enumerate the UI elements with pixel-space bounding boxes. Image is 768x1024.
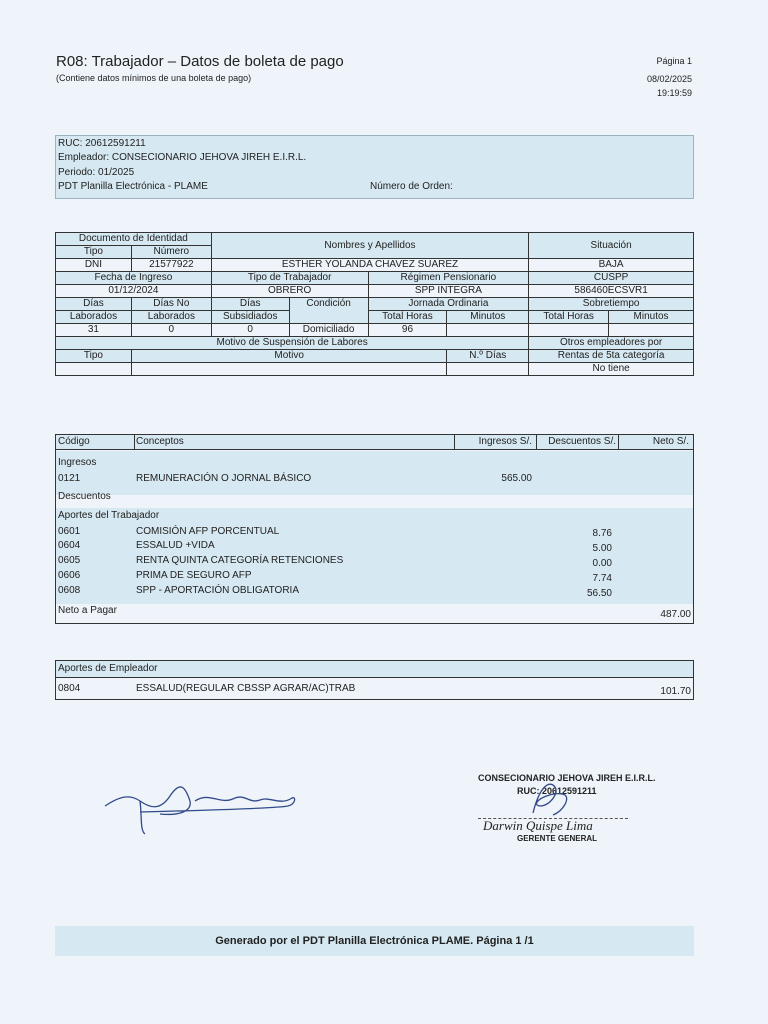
cuspp-value: 586460ECSVR1 bbox=[529, 285, 694, 298]
sobre-total-horas-value bbox=[529, 324, 609, 337]
names-label: Nombres y Apellidos bbox=[211, 233, 528, 259]
doc-numero-label: Número bbox=[131, 246, 211, 259]
doc-tipo-label: Tipo bbox=[56, 246, 132, 259]
susp-tipo-value bbox=[56, 363, 132, 376]
page-number: Página 1 bbox=[656, 56, 692, 66]
ingreso-concept: REMUNERACIÓN O JORNAL BÁSICO bbox=[136, 473, 312, 484]
doc-number: 21577922 bbox=[131, 259, 211, 272]
dias-nolab-value: 0 bbox=[131, 324, 211, 337]
susp-tipo-label: Tipo bbox=[56, 350, 132, 363]
employer-contrib-concept: ESSALUD(REGULAR CBSSP AGRAR/AC)TRAB bbox=[136, 683, 356, 694]
employer-contrib-label: Aportes de Empleador bbox=[58, 663, 158, 674]
aporte-concept: ESSALUD +VIDA bbox=[136, 540, 215, 551]
neto-pagar-value: 487.00 bbox=[660, 609, 691, 620]
pdt-line: PDT Planilla Electrónica - PLAME bbox=[58, 181, 208, 192]
ruc-line: RUC: 20612591211 bbox=[58, 138, 146, 149]
aporte-concept: SPP - APORTACIÓN OBLIGATORIA bbox=[136, 585, 300, 596]
ingresos-header: Ingresos S/. bbox=[456, 435, 537, 449]
dias-sub-label-1: Días bbox=[211, 298, 289, 311]
susp-motivo-value bbox=[131, 363, 447, 376]
aporte-code: 0606 bbox=[58, 570, 81, 581]
jornada-total-horas-value: 96 bbox=[368, 324, 447, 337]
aportes-section-label: Aportes del Trabajador bbox=[58, 510, 160, 521]
jornada-minutos-label: Minutos bbox=[447, 311, 529, 324]
report-date: 08/02/2025 bbox=[646, 74, 692, 84]
tipo-trabajador-label: Tipo de Trabajador bbox=[211, 272, 368, 285]
dias-sub-label-2: Subsidiados bbox=[211, 311, 289, 324]
dias-lab-label-1: Días bbox=[56, 298, 132, 311]
aporte-concept: RENTA QUINTA CATEGORÍA RETENCIONES bbox=[136, 555, 344, 566]
aporte-code: 0604 bbox=[58, 540, 81, 551]
otros-value: No tiene bbox=[529, 363, 694, 376]
condicion-label: Condición bbox=[289, 298, 368, 324]
cuspp-label: CUSPP bbox=[529, 272, 694, 285]
company-stamp-name: CONSECIONARIO JEHOVA JIREH E.I.R.L. bbox=[478, 773, 656, 783]
employer-contrib-amount: 101.70 bbox=[660, 686, 691, 697]
company-stamp-ruc: RUC: 20612591211 bbox=[517, 786, 597, 796]
jornada-minutos-value bbox=[447, 324, 529, 337]
tipo-trabajador-value: OBRERO bbox=[211, 285, 368, 298]
worker-signature bbox=[100, 776, 300, 836]
employer-info-box bbox=[55, 135, 694, 199]
aporte-code: 0608 bbox=[58, 585, 81, 596]
ingresos-section-label: Ingresos bbox=[58, 457, 97, 468]
page-title: R08: Trabajador – Datos de boleta de pago bbox=[56, 53, 344, 70]
employer-contrib-code: 0804 bbox=[58, 683, 81, 694]
condicion-value: Domiciliado bbox=[289, 324, 368, 337]
order-number-label: Número de Orden: bbox=[370, 181, 453, 192]
ingreso-code: 0121 bbox=[58, 473, 81, 484]
manager-role: GERENTE GENERAL bbox=[517, 834, 598, 843]
jornada-label: Jornada Ordinaria bbox=[368, 298, 529, 311]
descuentos-header: Descuentos S/. bbox=[536, 435, 619, 449]
aporte-amount: 5.00 bbox=[592, 543, 612, 554]
manager-name: Darwin Quispe Lima bbox=[483, 818, 593, 833]
situacion-label: Situación bbox=[529, 233, 694, 259]
situacion-value: BAJA bbox=[529, 259, 694, 272]
regimen-label: Régimen Pensionario bbox=[368, 272, 529, 285]
regimen-value: SPP INTEGRA bbox=[368, 285, 529, 298]
codigo-header: Código bbox=[58, 435, 135, 449]
fecha-ingreso-value: 01/12/2024 bbox=[56, 285, 212, 298]
employer-line: Empleador: CONSECIONARIO JEHOVA JIREH E.I.R.L. bbox=[58, 152, 307, 163]
sobre-minutos-label: Minutos bbox=[609, 311, 694, 324]
period-line: Periodo: 01/2025 bbox=[58, 167, 135, 178]
motivo-susp-label: Motivo de Suspensión de Labores bbox=[56, 337, 529, 350]
dias-nolab-label-1: Días No bbox=[131, 298, 211, 311]
sobre-total-horas-label: Total Horas bbox=[529, 311, 609, 324]
neto-pagar-label: Neto a Pagar bbox=[58, 605, 117, 616]
susp-n-dias-label: N.º Días bbox=[447, 350, 529, 363]
dias-sub-value: 0 bbox=[211, 324, 289, 337]
neto-header: Neto S/. bbox=[652, 436, 689, 447]
descuentos-section-label: Descuentos bbox=[58, 491, 111, 502]
otros-label-2: Rentas de 5ta categoría bbox=[529, 350, 694, 363]
jornada-total-horas-label: Total Horas bbox=[368, 311, 447, 324]
conceptos-header: Conceptos bbox=[136, 435, 455, 449]
susp-motivo-label: Motivo bbox=[131, 350, 447, 363]
aporte-concept: PRIMA DE SEGURO AFP bbox=[136, 570, 252, 581]
aporte-code: 0601 bbox=[58, 526, 81, 537]
manager-signature bbox=[525, 775, 575, 820]
worker-data-table bbox=[55, 232, 694, 376]
dias-lab-label-2: Laborados bbox=[56, 311, 132, 324]
sobre-minutos-value bbox=[609, 324, 694, 337]
dias-lab-value: 31 bbox=[56, 324, 132, 337]
ingreso-amount: 565.00 bbox=[501, 473, 532, 484]
employer-contrib-box bbox=[55, 660, 694, 700]
otros-label-1: Otros empleadores por bbox=[529, 337, 694, 350]
page-subtitle: (Contiene datos mínimos de una boleta de pago) bbox=[56, 73, 252, 83]
aporte-concept: COMISIÓN AFP PORCENTUAL bbox=[136, 526, 280, 537]
worker-name: ESTHER YOLANDA CHAVEZ SUAREZ bbox=[211, 259, 528, 272]
report-time: 19:19:59 bbox=[656, 88, 692, 98]
aporte-amount: 56.50 bbox=[586, 588, 612, 599]
dias-nolab-label-2: Laborados bbox=[131, 311, 211, 324]
susp-n-dias-value bbox=[447, 363, 529, 376]
sobretiempo-label: Sobretiempo bbox=[529, 298, 694, 311]
aporte-amount: 7.74 bbox=[592, 573, 612, 584]
generated-footer: Generado por el PDT Planilla Electrónica PLAME. Página 1 /1 bbox=[55, 926, 694, 956]
concepts-box bbox=[55, 434, 694, 624]
fecha-ingreso-label: Fecha de Ingreso bbox=[56, 272, 212, 285]
aporte-amount: 0.00 bbox=[592, 558, 612, 569]
doc-id-label: Documento de Identidad bbox=[56, 233, 212, 246]
aporte-amount: 8.76 bbox=[592, 528, 612, 539]
doc-type: DNI bbox=[56, 259, 132, 272]
aporte-code: 0605 bbox=[58, 555, 81, 566]
